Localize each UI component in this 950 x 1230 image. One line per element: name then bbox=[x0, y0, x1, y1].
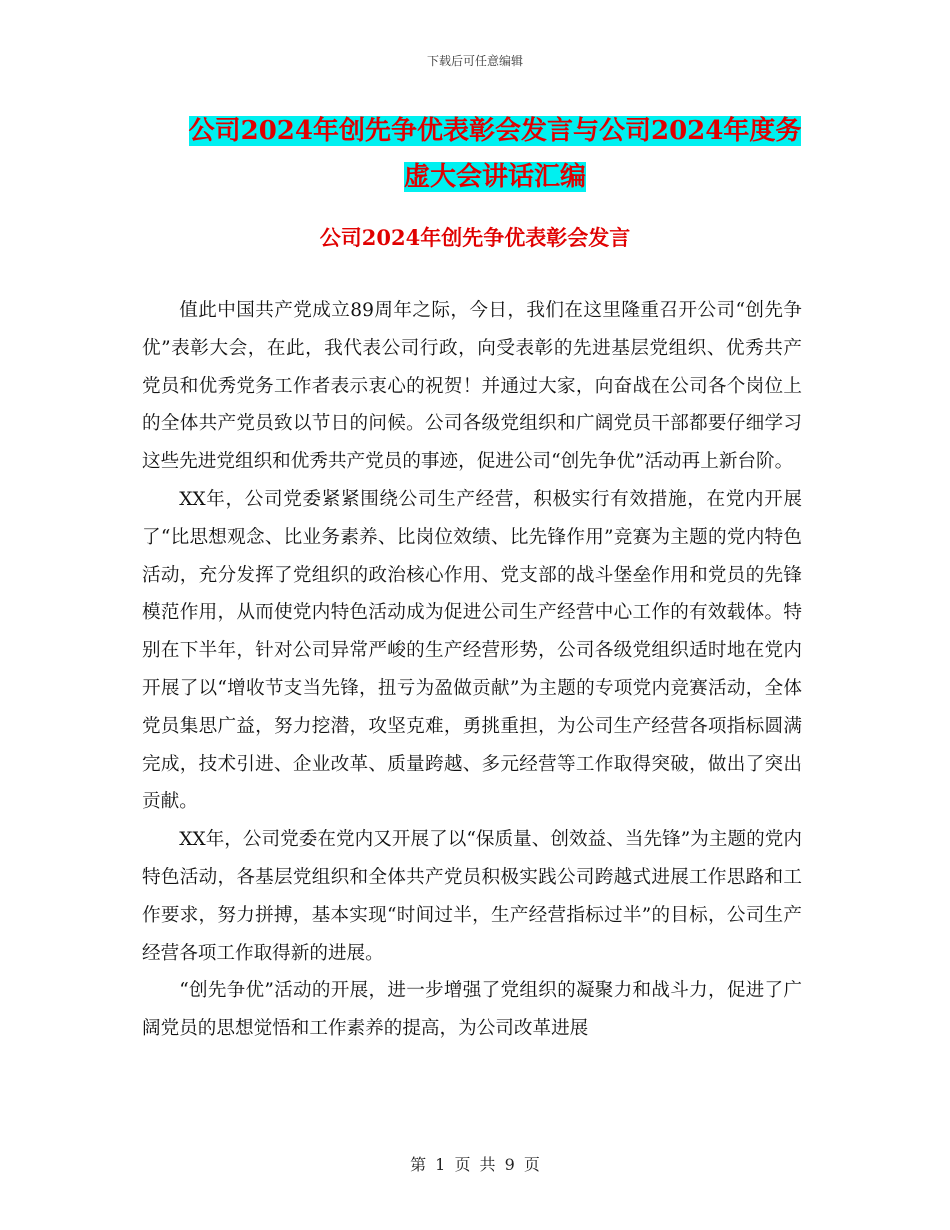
paragraph-1: 值此中国共产党成立89周年之际，今日，我们在这里隆重召开公司“创先争优”表彰大会，在此，我代表公司行政，向受表彰的先进基层党组织、优秀共产党员和优秀党务工作者表示衷心的祝贺！并通过大家，向奋战在公司各个岗位上的全体共产党员致以节日的问候。公司各级党组织和广阔党员干部都要仔细学习这些先进党组织和优秀共产党员的事迹，促进公司“创先争优”活动再上新台阶。 bbox=[142, 300, 802, 473]
document-title-line-1: 公司2024年创先争优表彰会发言与公司2024年度务 bbox=[188, 116, 802, 146]
header-note: 下载后可任意编辑 bbox=[426, 54, 523, 68]
document-title bbox=[150, 108, 840, 200]
paragraph-4: “创先争优”活动的开展，进一步增强了党组织的凝聚力和战斗力，促进了广阔党员的思想觉悟和工作素养的提高，为公司改革进展 bbox=[142, 980, 802, 1040]
paragraph-3: XX年，公司党委在党内又开展了以“保质量、创效益、当先锋”为主题的党内特色活动，各基层党组织和全体共产党员积极实践公司跨越式进展工作思路和工作要求，努力拼搏，基本实现“时间过半，生产经营指标过半”的目标，公司生产经营各项工作取得新的进展。 bbox=[142, 829, 802, 964]
page-number: 第 1 页 共 9 页 bbox=[410, 1155, 540, 1174]
document-body bbox=[142, 292, 802, 1048]
paragraph-2: XX年，公司党委紧紧围绕公司生产经营，积极实行有效措施，在党内开展了“比思想观念、比业务素养、比岗位效绩、比先锋作用”竞赛为主题的党内特色活动，充分发挥了党组织的政治核心作用、党支部的战斗堡垒作用和党员的先锋模范作用，从而使党内特色活动成为促进公司生产经营中心工作的有效载体。特别在下半年，针对公司异常严峻的生产经营形势，公司各级党组织适时地在党内开展了以“增收节支当先锋，扭亏为盈做贡献”为主题的专项党内竞赛活动，全体党员集思广益，努力挖潜，攻坚克难，勇挑重担，为公司生产经营各项指标圆满完成，技术引进、企业改革、质量跨越、多元经营等工作取得突破，做出了突出贡献。 bbox=[142, 488, 802, 813]
document-title-line-2: 虚大会讲话汇编 bbox=[403, 162, 586, 192]
section-title: 公司2024年创先争优表彰会发言 bbox=[319, 225, 631, 250]
